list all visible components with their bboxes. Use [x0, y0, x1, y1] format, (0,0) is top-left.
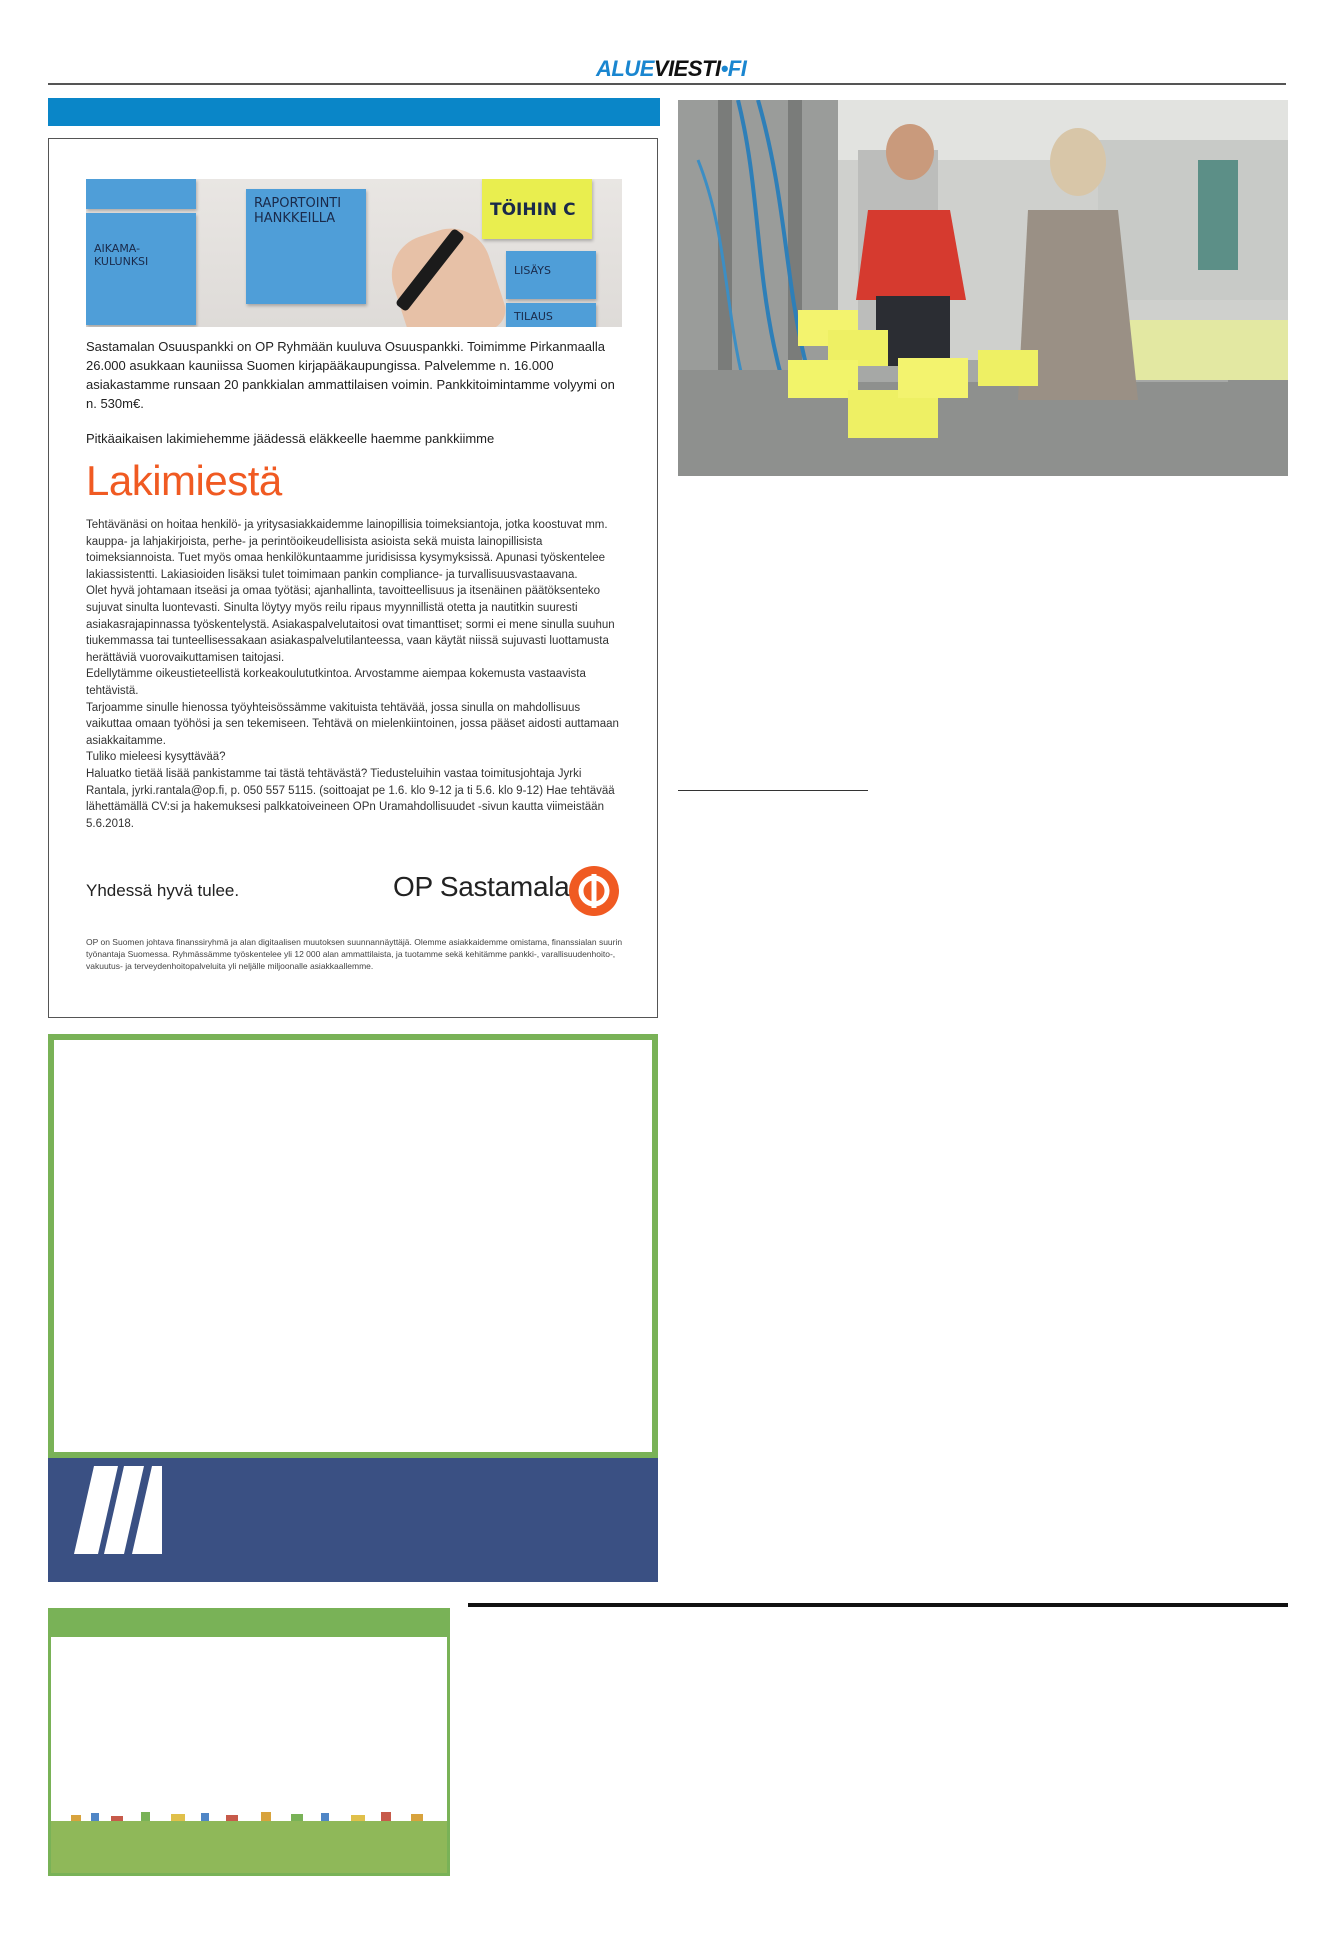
ad-intro-text: Sastamalan Osuuspankki on OP Ryhmään kuuluva Osuuspankki. Toimimme Pirkanmaalla 26.000 asukkaan kauniissa Suomen kirjapääkaupungissa. Palvelemme n. 16.000 asiakastamme runsaan 20 pankkialan ammattilaisen voimin. Pankkitoimintamme volyymi on n. 530m€. [86, 339, 615, 411]
m-logo-icon [74, 1466, 162, 1554]
section-header-bar [48, 98, 660, 126]
green-framed-ad-box [48, 1034, 658, 1458]
logo-dot: • [720, 56, 728, 81]
op-logo-icon [569, 866, 619, 916]
small-box-header-bar [51, 1611, 447, 1637]
logo-part-alue: ALUE [596, 56, 654, 81]
ad-body [86, 517, 626, 832]
masthead-rule [48, 83, 1286, 85]
sticky-note-toihin: TÖIHIN C [482, 179, 592, 239]
ad-body-paragraph: Tehtävänäsi on hoitaa henkilö- ja yritysasiakkaidemme lainopillisia toimeksiantoja, jotka koostuvat mm. kauppa- ja lahjakirjoista, perhe- ja perintöoikeudellisista asioista sekä muista lainopillisista toimeksiannoista. Tuet myös omaa henkilökuntaamme juridisissa kysymyksissä. Apunasi työskentelee lakiassistentti. Lakiasioiden lisäksi tulet toimimaan pankin compliance- ja turvallisuusvastaavana. [86, 519, 608, 581]
section-divider [468, 1603, 1288, 1607]
factory-workers-photo [678, 100, 1288, 476]
small-green-ad-box [48, 1608, 450, 1876]
logo-part-viesti: VIESTI [653, 56, 721, 81]
sticky-note-tilaus: TILAUS [506, 303, 596, 327]
ad-body-paragraph: Haluatko tietää lisää pankistamme tai tästä tehtävästä? Tiedusteluihin vastaa toimitusjohtaja Jyrki Rantala, jyrki.rantala@op.fi, p. 050 557 5115. (soittoajat pe 1.6. klo 9-12 ja ti 5.6. klo 9-12) Hae tehtävää lähettämällä CV:si ja hakemuksesi palkkatoiveineen OPn Uramahdollisuudet -sivun kautta viimeistään 5.6.2018. [86, 767, 615, 830]
small-box-ground [51, 1821, 447, 1873]
town-skyline-illustration [51, 1811, 447, 1821]
ad-lead-text: Pitkäaikaisen lakimiehemme jäädessä eläkkeelle haemme pankkiimme [86, 431, 495, 446]
job-advertisement [48, 138, 658, 1018]
site-logo[interactable] [596, 56, 746, 82]
ad-photo-sticky-notes [86, 179, 622, 327]
ad-slogan: Yhdessä hyvä tulee. [86, 881, 240, 900]
logo-part-fi: FI [727, 56, 747, 81]
op-brand-name: OP Sastamala [393, 871, 570, 902]
ad-body-paragraph: Tuliko mieleesi kysyttävää? [86, 751, 226, 764]
ad-body-paragraph: Edellytämme oikeustieteellistä korkeakoulututkintoa. Arvostamme aiempaa kokemusta vastaavista tehtävistä. [86, 668, 586, 697]
sticky-note-raportointi: RAPORTOINTI HANKKEILLA [246, 189, 366, 304]
ad-footer-text: OP on Suomen johtava finanssiryhmä ja alan digitaalisen muutoksen suunnannäyttäjä. Olemme asiakkaidemme omistama, finanssialan suurin työnantaja Suomessa. Ryhmässämme työskentelee yli 12 000 alan ammattilaista, ja tuotamme sekä kehitämme pankki-, varallisuudenhoito-, vakuutus- ja terveydenhoitopalveluita yli neljälle miljoonalle asiakkaallemme. [86, 937, 623, 971]
sticky-note [86, 179, 196, 209]
ad-title: Lakimiestä [86, 457, 282, 504]
ad-body-paragraph: Olet hyvä johtamaan itseäsi ja omaa työtäsi; ajanhallinta, tavoitteellisuus ja itsenäinen päätöksenteko sujuvat sinulta luontevasti. Sinulta löytyy myös reilu ripaus myynnillistä otetta ja nautitkin suuresti asiakasrajapinnassa työskentelystä. Asiakaspalvelutaitosi ovat timanttiset; sormi ei mene sinulla suuhun tiukemmassa tai tunteellisessakaan asiakaspalvelutilanteessa, vaan käytät niissä sujuvasti luottamusta herättäviä vuorovaikuttamisen taitojasi. [86, 585, 615, 664]
sticky-note-lisays: LISÄYS [506, 251, 596, 299]
factory-photo-illustration [678, 100, 1288, 476]
column-rule [678, 790, 868, 791]
sticky-note-aikama: AIKAMA- KULUNKSI [86, 213, 196, 325]
ad-body-paragraph: Tarjoamme sinulle hienossa työyhteisössämme vakituista tehtävää, jossa sinulla on mahdollisuus vaikuttaa omaan työhösi ja sen tekemiseen. Tehtävä on mielenkiintoinen, jossa pääset aidosti auttamaan asiakkaitamme. [86, 701, 619, 747]
